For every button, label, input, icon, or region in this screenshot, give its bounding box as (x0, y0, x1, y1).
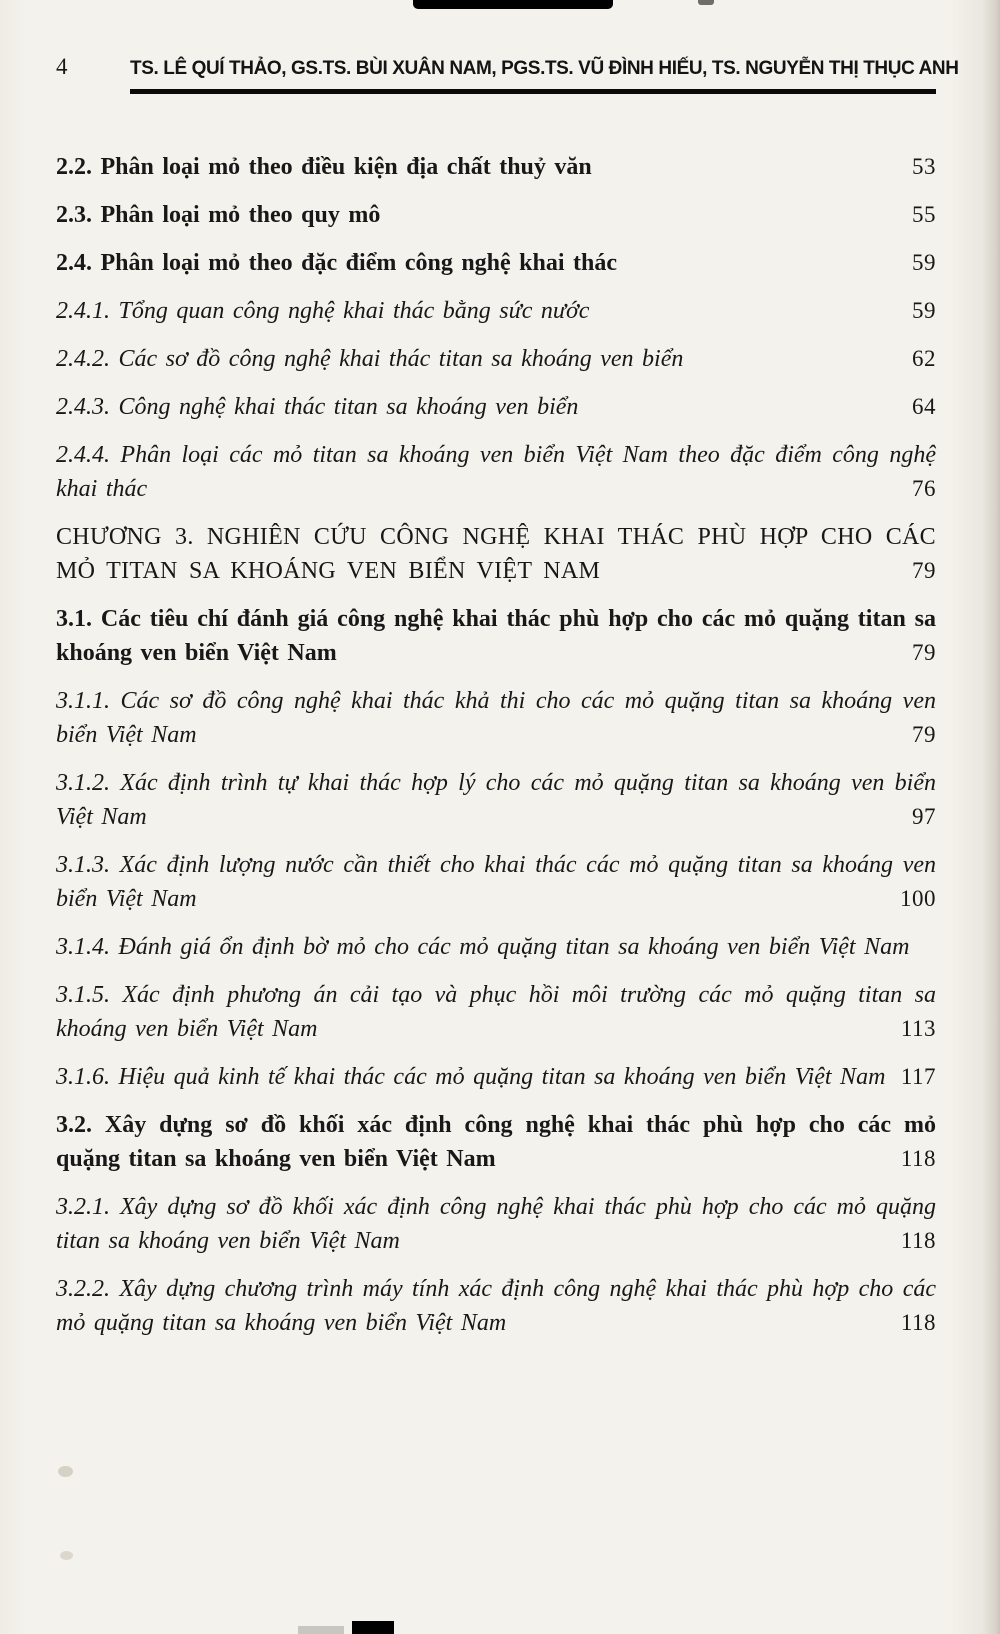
scan-artifact-top-small (698, 0, 714, 5)
toc-entry-page: 100 (900, 886, 936, 911)
toc-entry-page: 79 (912, 640, 936, 665)
toc-entry-page: 118 (900, 1228, 936, 1253)
toc-entry-page: 118 (900, 1146, 936, 1171)
toc-entry-label: 2.4. Phân loại mỏ theo đặc điểm công nghệ khai thác (56, 250, 618, 276)
toc-entry-label: 2.2. Phân loại mỏ theo điều kiện địa chất thuỷ văn (56, 154, 592, 180)
toc-entry (56, 1060, 936, 1094)
toc-entry-label: 3.1. Các tiêu chí đánh giá công nghệ khai thác phù hợp cho các mỏ quặng titan sa khoáng ven biển Việt Nam (56, 606, 936, 666)
toc-entry-page: 53 (912, 154, 936, 179)
toc-entry-page: 59 (912, 298, 936, 323)
toc-list (56, 150, 936, 1340)
toc-entry-page: 113 (900, 1016, 936, 1041)
toc-entry-label: 3.2. Xây dựng sơ đồ khối xác định công nghệ khai thác phù hợp cho các mỏ quặng titan sa khoáng ven biển Việt Nam (56, 1112, 936, 1172)
toc-entry-label: 2.4.3. Công nghệ khai thác titan sa khoáng ven biển (56, 394, 579, 420)
toc-entry-label: 3.1.2. Xác định trình tự khai thác hợp lý cho các mỏ quặng titan sa khoáng ven biển Việt Nam (56, 770, 936, 830)
toc-entry-label: 2.3. Phân loại mỏ theo quy mô (56, 202, 381, 228)
scan-smudge (60, 1551, 73, 1560)
toc-entry-label: 3.1.4. Đánh giá ổn định bờ mỏ cho các mỏ quặng titan sa khoáng ven biển Việt Nam (56, 934, 910, 960)
toc-entry (56, 602, 936, 670)
scan-artifact-bottom (352, 1621, 394, 1634)
toc-entry (56, 520, 936, 588)
toc-entry-label: 3.1.6. Hiệu quả kinh tế khai thác các mỏ quặng titan sa khoáng ven biển Việt Nam (56, 1064, 886, 1090)
toc-entry (56, 150, 936, 184)
toc-entry (56, 390, 936, 424)
toc-entry-page: 62 (912, 346, 936, 371)
toc-entry-label: 3.2.2. Xây dựng chương trình máy tính xác định công nghệ khai thác phù hợp cho các mỏ quặng titan sa khoáng ven biển Việt Nam (56, 1276, 936, 1336)
scan-artifact-bottom-faint (298, 1626, 344, 1634)
toc-entry (56, 848, 936, 916)
toc-entry-page: 64 (912, 394, 936, 419)
authors-header: TS. LÊ QUÍ THẢO, GS.TS. BÙI XUÂN NAM, PGS.TS. VŨ ĐÌNH HIẾU, TS. NGUYỄN THỊ THỤC ANH (130, 58, 959, 79)
toc-entry-label: 3.2.1. Xây dựng sơ đồ khối xác định công nghệ khai thác phù hợp cho các mỏ quặng titan sa khoáng ven biển Việt Nam (56, 1194, 936, 1254)
toc-entry (56, 294, 936, 328)
toc-entry-label: 2.4.2. Các sơ đồ công nghệ khai thác titan sa khoáng ven biển (56, 346, 684, 372)
toc-entry-label: 3.1.3. Xác định lượng nước cần thiết cho khai thác các mỏ quặng titan sa khoáng ven biển Việt Nam (56, 852, 936, 912)
toc-entry (56, 246, 936, 280)
toc-entry (56, 438, 936, 506)
toc-entry-page: 118 (900, 1310, 936, 1335)
toc-entry-page: 117 (900, 1064, 936, 1089)
page-content (56, 54, 959, 1354)
toc-entry (56, 978, 936, 1046)
toc-entry (56, 342, 936, 376)
scan-artifact-top (413, 0, 613, 9)
toc-entry-label: 3.1.1. Các sơ đồ công nghệ khai thác khả thi cho các mỏ quặng titan sa khoáng ven biển Việt Nam (56, 688, 936, 748)
toc-entry (56, 198, 936, 232)
toc-entry-label: 2.4.4. Phân loại các mỏ titan sa khoáng ven biển Việt Nam theo đặc điểm công nghệ khai thác (56, 442, 936, 502)
toc-entry-page: 79 (912, 558, 936, 583)
toc-entry-label: 3.1.5. Xác định phương án cải tạo và phục hồi môi trường các mỏ quặng titan sa khoáng ven biển Việt Nam (56, 982, 936, 1042)
toc-entry-page: 55 (912, 202, 936, 227)
toc-entry-label: CHƯƠNG 3. NGHIÊN CỨU CÔNG NGHỆ KHAI THÁC PHÙ HỢP CHO CÁC MỎ TITAN SA KHOÁNG VEN BIỂN VIỆT NAM (56, 524, 936, 584)
toc-entry-page: 59 (912, 250, 936, 275)
page-number: 4 (56, 54, 68, 79)
toc-entry-page: 79 (912, 722, 936, 747)
toc-entry (56, 684, 936, 752)
scan-smudge (58, 1466, 73, 1477)
page-header (56, 54, 959, 80)
toc-entry (56, 1190, 936, 1258)
toc-entry-label: 2.4.1. Tổng quan công nghệ khai thác bằng sức nước (56, 298, 590, 324)
toc-entry (56, 1272, 936, 1340)
toc-entry (56, 1108, 936, 1176)
toc-entry-page: 76 (912, 476, 936, 501)
toc-entry (56, 766, 936, 834)
toc-entry-page: 97 (912, 804, 936, 829)
toc-entry (56, 930, 936, 964)
header-rule (130, 89, 936, 94)
